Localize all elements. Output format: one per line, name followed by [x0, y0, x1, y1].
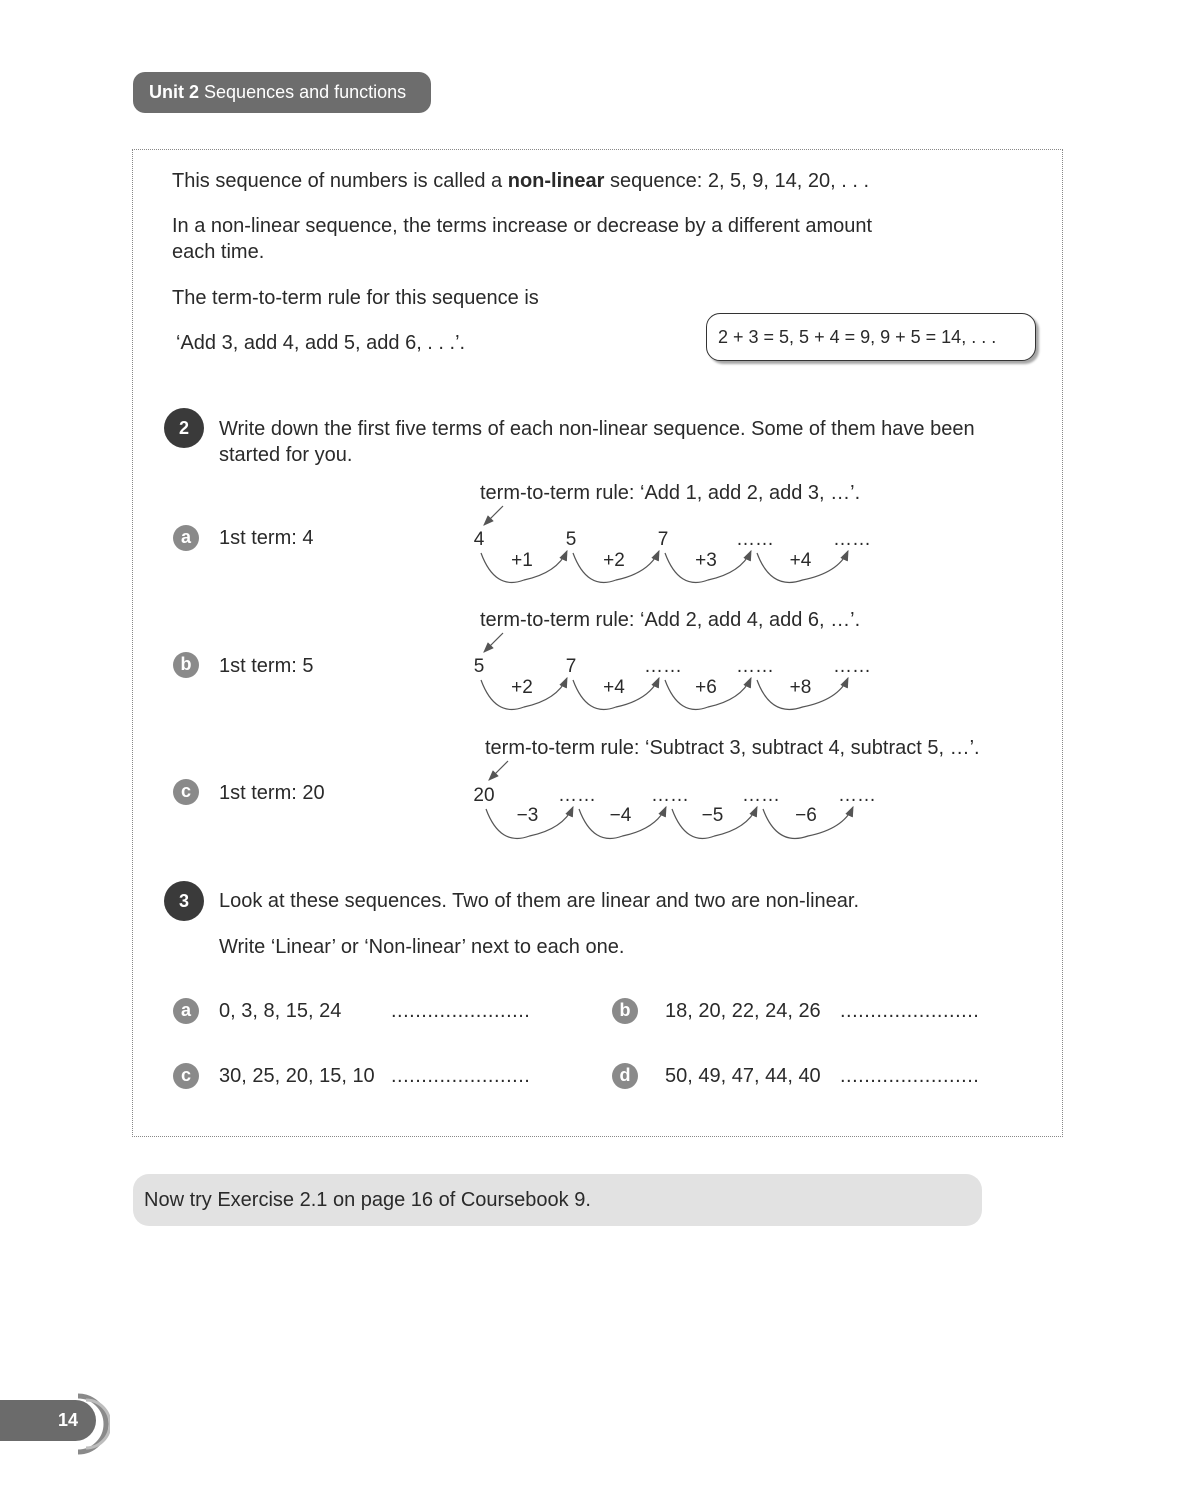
question-3-number: 3: [164, 881, 204, 921]
intro-term-non-linear: non-linear: [507, 170, 605, 192]
q3d-sequence: 50, 49, 47, 44, 40: [665, 1065, 821, 1087]
working-callout: 2 + 3 = 5, 5 + 4 = 9, 9 + 5 = 14, . . .: [706, 313, 1036, 361]
q2b-letter: b: [173, 652, 199, 678]
q2a-term-2: 5: [565, 529, 577, 550]
q2b-step-label-4: +8: [789, 677, 812, 698]
q2a-step-label-2: +2: [603, 550, 625, 571]
intro-line-3: The term-to-term rule for this sequence is: [172, 287, 539, 309]
q3d-letter: d: [612, 1063, 638, 1089]
q3d-answer-blank[interactable]: .......................: [840, 1065, 980, 1087]
q2a-term-3: 7: [657, 529, 669, 550]
q3c-letter: c: [173, 1063, 199, 1089]
q2a-letter: a: [173, 525, 199, 551]
q3a-letter: a: [173, 998, 199, 1024]
q3a-sequence: 0, 3, 8, 15, 24: [219, 1000, 342, 1022]
q2b-rule: term-to-term rule: ‘Add 2, add 4, add 6, …’.: [480, 609, 861, 631]
question-2-number: 2: [164, 408, 204, 448]
q2c-term-2[interactable]: ……: [558, 785, 596, 806]
q2b-term-2: 7: [565, 656, 577, 677]
q2a-step-label-4: +4: [789, 550, 812, 571]
q2b-step-label-1: +2: [511, 677, 533, 698]
q2c-rule-pointer-arrow: [489, 761, 508, 780]
q2a-rule-pointer-arrow: [484, 506, 503, 525]
intro-line-2b: each time.: [172, 241, 265, 263]
q2a-term-5[interactable]: ……: [833, 529, 871, 550]
q2a-step-label-3: +3: [695, 550, 717, 571]
intro-line-1-pre: This sequence of numbers is called a: [172, 170, 508, 192]
q2a-first-term: 1st term: 4: [219, 527, 314, 549]
q2b-term-1: 5: [473, 656, 485, 677]
q2b-term-3[interactable]: ……: [644, 656, 682, 677]
question-3-prompt-2: Write ‘Linear’ or ‘Non-linear’ next to each one.: [219, 936, 625, 958]
coursebook-reference: Now try Exercise 2.1 on page 16 of Coursebook 9.: [133, 1174, 982, 1226]
q3a-answer-blank[interactable]: .......................: [391, 1000, 531, 1022]
q2a-term-1: 4: [473, 529, 485, 550]
q2c-step-label-4: −6: [795, 805, 817, 826]
q2b-step-label-2: +4: [603, 677, 625, 698]
q3b-answer-blank[interactable]: .......................: [840, 1000, 980, 1022]
q2c-first-term: 1st term: 20: [219, 782, 325, 804]
q2b-term-4[interactable]: ……: [736, 656, 774, 677]
unit-title: Sequences and functions: [204, 82, 407, 102]
question-2-prompt-a: Write down the first five terms of each non-linear sequence. Some of them have been: [219, 418, 975, 440]
q2c-term-3[interactable]: ……: [651, 785, 689, 806]
question-3-prompt-1: Look at these sequences. Two of them are linear and two are non-linear.: [219, 890, 860, 912]
intro-line-4: ‘Add 3, add 4, add 5, add 6, . . .’.: [176, 332, 466, 354]
q2a-rule: term-to-term rule: ‘Add 1, add 2, add 3, …’.: [480, 482, 861, 504]
q3c-answer-blank[interactable]: .......................: [391, 1065, 531, 1087]
question-2-prompt-b: started for you.: [219, 444, 353, 466]
q2c-term-4[interactable]: ……: [742, 785, 780, 806]
q3b-sequence: 18, 20, 22, 24, 26: [665, 1000, 821, 1022]
q2c-step-label-3: −5: [701, 805, 724, 826]
q2c-step-label-2: −4: [609, 805, 632, 826]
q2b-rule-pointer-arrow: [484, 633, 503, 652]
q2c-term-5[interactable]: ……: [838, 785, 876, 806]
q3c-sequence: 30, 25, 20, 15, 10: [219, 1065, 375, 1087]
q2c-letter: c: [173, 779, 199, 805]
intro-line-1-post: sequence: 2, 5, 9, 14, 20, . . .: [604, 170, 870, 192]
q2c-step-label-1: −3: [516, 805, 539, 826]
q2a-step-label-1: +1: [511, 550, 533, 571]
unit-label: Unit 2: [149, 82, 200, 102]
q2b-first-term: 1st term: 5: [219, 655, 314, 677]
q2c-term-1: 20: [473, 785, 495, 806]
q2b-step-label-3: +6: [695, 677, 717, 698]
page-number: 14: [0, 1400, 96, 1441]
q2c-rule: term-to-term rule: ‘Subtract 3, subtract 4, subtract 5, …’.: [485, 737, 980, 759]
q2b-term-5[interactable]: ……: [833, 656, 871, 677]
q2a-term-4[interactable]: ……: [736, 529, 774, 550]
q3b-letter: b: [612, 998, 638, 1024]
intro-line-2a: In a non-linear sequence, the terms increase or decrease by a different amount: [172, 215, 873, 237]
